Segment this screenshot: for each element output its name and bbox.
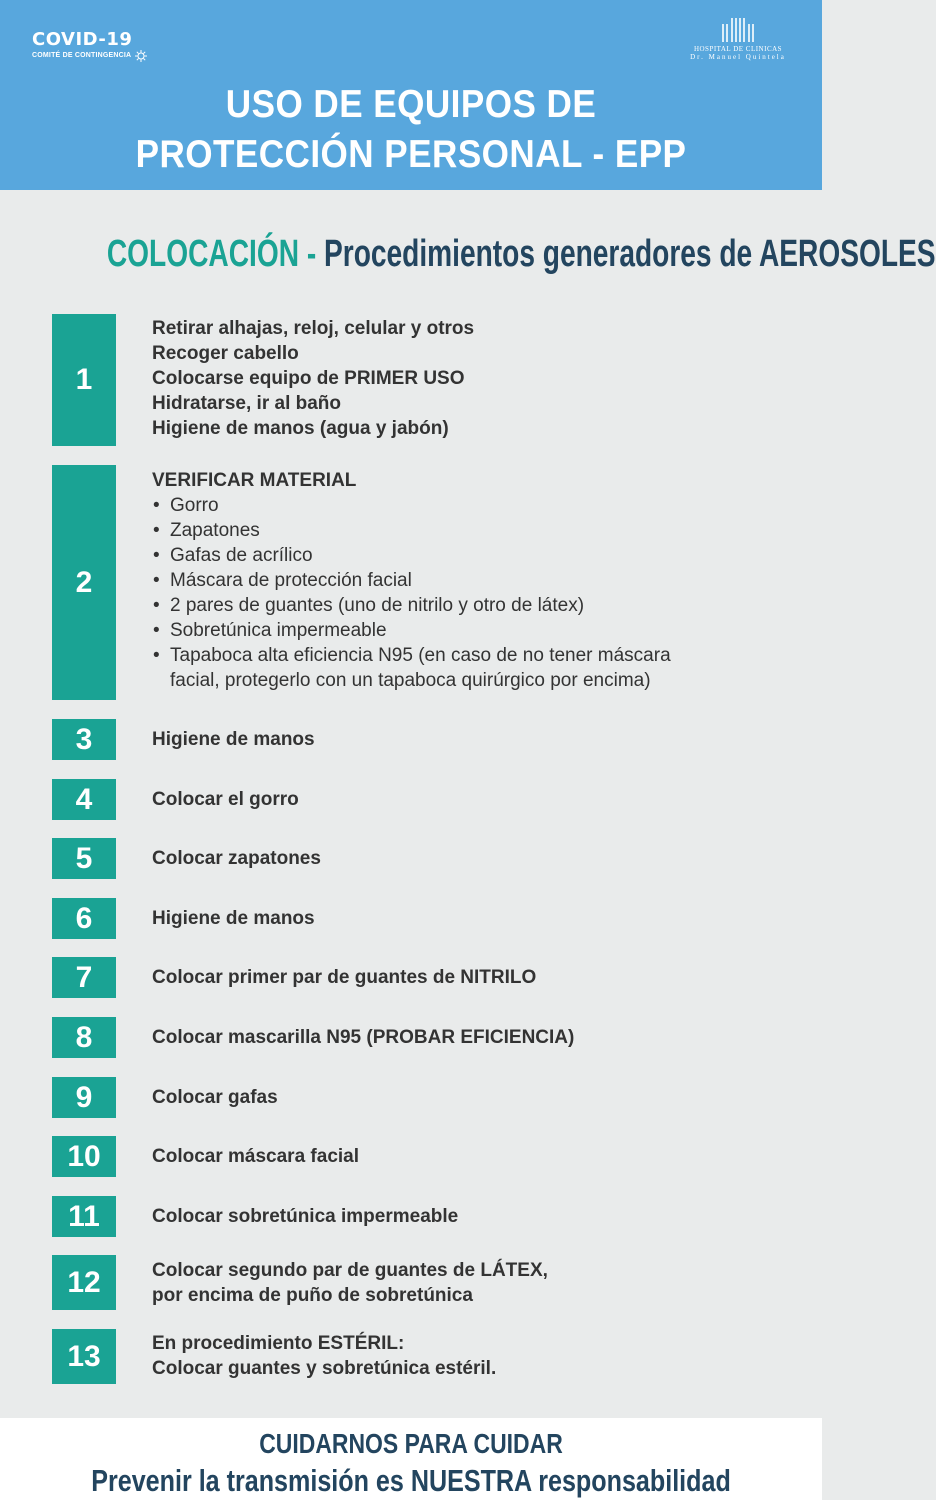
step-text-12 [152,1258,548,1308]
step-number-10: 10 [52,1136,116,1177]
step-number-2: 2 [52,465,116,700]
page-title-line2: PROTECCIÓN PERSONAL - EPP [135,133,687,176]
step-text-9: Colocar gafas [152,1087,278,1108]
step-text-13 [152,1331,496,1381]
step-number-4: 4 [52,779,116,820]
covid-logo-subtitle: COMITÉ DE CONTINGENCIA [32,52,132,59]
step-text-6: Higiene de manos [152,908,315,929]
bullet: • [153,545,160,566]
step-line: Colocar segundo par de guantes de LÁTEX, [152,1260,548,1281]
virus-icon [135,50,147,62]
bullet: • [153,570,160,591]
step-line: por encima de puño de sobretúnica [152,1285,473,1306]
step-number-9: 9 [52,1077,116,1118]
step-number-7: 7 [52,957,116,998]
bullet: • [153,645,160,666]
step-line: En procedimiento ESTÉRIL: [152,1333,405,1354]
list-item: • Zapatones [153,520,260,541]
hospital-name: HOSPITAL DE CLINICAS [693,45,783,53]
material-heading: VERIFICAR MATERIAL [152,470,357,491]
list-item: • Gorro [153,495,219,516]
hospital-doctor: Dr. Manuel Quintela [690,53,786,61]
hospital-building-icon [718,16,758,42]
material-list [152,493,671,693]
step-text-10: Colocar máscara facial [152,1146,360,1167]
step-line: Recoger cabello [152,343,299,364]
step-number-12: 12 [52,1255,116,1310]
list-item: • 2 pares de guantes (uno de nitrilo y otro de látex) [153,595,585,616]
step-text-5: Colocar zapatones [152,848,321,869]
page-title [41,80,781,180]
subtitle-aerosoles: Procedimientos generadores de AEROSOLES [324,233,936,275]
footer-message: Prevenir la transmisión es NUESTRA responsabilidad [91,1463,731,1498]
list-item: • Sobretúnica impermeable [153,620,387,641]
step-text-1 [152,316,474,441]
bullet: • [153,595,160,616]
header-banner [0,0,822,190]
step-number-11: 11 [52,1196,116,1237]
step-line: Higiene de manos (agua y jabón) [152,418,449,439]
step-text-8: Colocar mascarilla N95 (PROBAR EFICIENCIA) [152,1027,575,1048]
page-title-line1: USO DE EQUIPOS DE [225,83,597,126]
subtitle-separator: - [299,233,325,275]
step-number-1: 1 [52,314,116,446]
step-text-4: Colocar el gorro [152,789,299,810]
bullet: • [153,495,160,516]
step-text-3: Higiene de manos [152,729,315,750]
step-text-11: Colocar sobretúnica impermeable [152,1206,459,1227]
step-text-7: Colocar primer par de guantes de NITRILO [152,967,537,988]
covid-logo [32,30,147,62]
subtitle-colocacion: COLOCACIÓN [106,233,300,275]
list-item: • Máscara de protección facial [153,570,412,591]
hospital-logo [668,16,808,61]
step-number-5: 5 [52,838,116,879]
list-item: • Gafas de acrílico [153,545,313,566]
step-text-2 [152,468,671,693]
covid-logo-title: COVID-19 [32,29,133,50]
step-line: Colocarse equipo de PRIMER USO [152,368,465,389]
step-number-6: 6 [52,898,116,939]
step-number-13: 13 [52,1329,116,1384]
step-number-8: 8 [52,1017,116,1058]
section-subtitle [106,228,936,280]
list-item: • Tapaboca alta eficiencia N95 (en caso de no tener máscara [153,645,671,666]
step-number-3: 3 [52,719,116,760]
step-line: Hidratarse, ir al baño [152,393,342,414]
footer [0,1418,822,1500]
bullet: • [153,620,160,641]
step-line: Retirar alhajas, reloj, celular y otros [152,318,475,339]
bullet: • [153,520,160,541]
list-item-continuation: facial, protegerlo con un tapaboca quirúrgico por encima) [170,670,651,691]
step-line: Colocar guantes y sobretúnica estéril. [152,1358,497,1379]
footer-slogan: CUIDARNOS PARA CUIDAR [259,1428,563,1459]
